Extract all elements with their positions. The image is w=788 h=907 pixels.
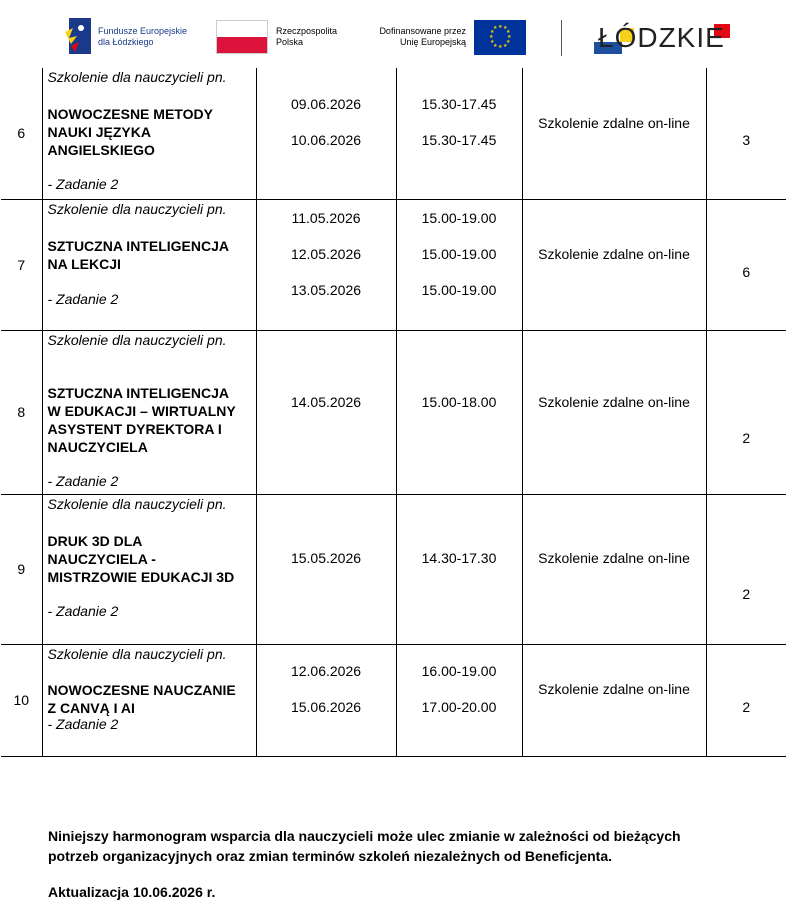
header-logos xyxy=(0,0,788,68)
training-date: 12.06.2026 xyxy=(290,662,362,679)
training-task: - Zadanie 2 xyxy=(47,290,119,307)
training-task: - Zadanie 2 xyxy=(47,602,119,619)
fundusze-europejskie-logo xyxy=(63,14,203,58)
times-cell xyxy=(396,68,522,199)
dates-cell xyxy=(256,644,396,756)
training-time: 16.00-19.00 xyxy=(421,662,497,679)
training-title-line: NAUCZYCIELA xyxy=(47,438,148,455)
table-row xyxy=(1,644,786,756)
training-date: 15.06.2026 xyxy=(290,698,362,715)
hours-cell xyxy=(706,68,786,199)
training-hours: 2 xyxy=(742,585,751,602)
svg-text:★: ★ xyxy=(507,34,512,40)
unia-europejska-logo xyxy=(368,20,528,56)
hours-cell xyxy=(706,199,786,330)
training-time: 15.30-17.45 xyxy=(421,96,497,112)
svg-text:★: ★ xyxy=(493,25,498,31)
training-form: Szkolenie zdalne on-line xyxy=(538,393,690,410)
fe-star-icon xyxy=(63,14,93,58)
row-number: 6 xyxy=(1,68,42,199)
dates-cell xyxy=(256,68,396,199)
training-title-line: ASYSTENT DYREKTORA I xyxy=(47,420,222,437)
training-time: 14.30-17.30 xyxy=(421,549,497,566)
training-prefix: Szkolenie dla nauczycieli pn. xyxy=(47,331,227,348)
training-time: 15.00-19.00 xyxy=(421,209,497,226)
training-title-line: NOWOCZESNE NAUCZANIE xyxy=(47,681,236,698)
training-hours: 3 xyxy=(742,132,751,148)
schedule-note xyxy=(48,826,768,866)
training-form: Szkolenie zdalne on-line xyxy=(538,245,690,262)
training-time: 15.00-19.00 xyxy=(421,281,497,298)
row-number: 9 xyxy=(1,494,42,644)
svg-text:★: ★ xyxy=(498,24,503,30)
training-title-line: NOWOCZESNE METODY xyxy=(47,106,213,122)
svg-text:★: ★ xyxy=(506,29,511,35)
training-prefix: Szkolenie dla nauczycieli pn. xyxy=(47,495,227,512)
note-line: potrzeb organizacyjnych oraz zmian terminów szkoleń niezależnych od Beneficjenta. xyxy=(48,848,613,864)
training-task: - Zadanie 2 xyxy=(47,472,119,489)
svg-text:★: ★ xyxy=(493,43,498,49)
training-date: 10.06.2026 xyxy=(290,132,362,148)
fe-line2: dla Łódzkiego xyxy=(98,37,154,47)
training-date: 15.05.2026 xyxy=(290,549,362,566)
table-row xyxy=(1,494,786,644)
training-title-line: Z CANVĄ I AI xyxy=(47,699,135,716)
row-number: 7 xyxy=(1,199,42,330)
update-date: Aktualizacja 10.06.2026 r. xyxy=(48,884,216,900)
rp-line2: Polska xyxy=(276,37,304,47)
fe-line1: Fundusze Europejskie xyxy=(98,26,188,36)
svg-text:★: ★ xyxy=(506,39,511,45)
training-title-cell xyxy=(42,494,256,644)
table-row xyxy=(1,68,786,199)
times-cell xyxy=(396,644,522,756)
dates-cell xyxy=(256,494,396,644)
training-title-line: NAUCZYCIELA - xyxy=(47,550,156,567)
svg-text:★: ★ xyxy=(489,34,494,40)
training-prefix: Szkolenie dla nauczycieli pn. xyxy=(47,69,227,85)
hours-cell xyxy=(706,494,786,644)
ue-line1: Dofinansowane przez xyxy=(379,26,466,36)
training-prefix: Szkolenie dla nauczycieli pn. xyxy=(47,645,227,662)
form-cell xyxy=(522,199,706,330)
schedule-table xyxy=(1,68,786,757)
training-form: Szkolenie zdalne on-line xyxy=(538,549,690,566)
training-title-line: NA LEKCJI xyxy=(47,255,121,272)
times-cell xyxy=(396,330,522,494)
training-title-line: SZTUCZNA INTELIGENCJA xyxy=(47,384,229,401)
training-time: 17.00-20.00 xyxy=(421,698,497,715)
svg-text:★: ★ xyxy=(498,44,503,50)
hours-cell xyxy=(706,644,786,756)
note-line: Niniejszy harmonogram wsparcia dla nauczycieli może ulec zmianie w zależności od bieżących xyxy=(48,828,681,844)
svg-text:★: ★ xyxy=(503,25,508,31)
training-title-cell xyxy=(42,644,256,756)
training-hours: 2 xyxy=(742,429,751,446)
row-number: 10 xyxy=(1,644,42,756)
training-hours: 6 xyxy=(742,263,751,280)
training-title-cell xyxy=(42,199,256,330)
lodzkie-logo xyxy=(592,18,732,58)
training-title-cell xyxy=(42,330,256,494)
training-time: 15.00-19.00 xyxy=(421,245,497,262)
training-hours: 2 xyxy=(742,698,751,715)
dates-cell xyxy=(256,199,396,330)
svg-text:★: ★ xyxy=(490,39,495,45)
row-number: 8 xyxy=(1,330,42,494)
training-date: 11.05.2026 xyxy=(291,209,361,226)
training-date: 13.05.2026 xyxy=(290,281,362,298)
rp-line1: Rzeczpospolita xyxy=(276,26,338,36)
training-task: - Zadanie 2 xyxy=(47,176,119,192)
training-title-line: W EDUKACJI – WIRTUALNY xyxy=(47,402,236,419)
training-title-line: NAUKI JĘZYKA xyxy=(47,124,151,140)
training-task: - Zadanie 2 xyxy=(47,715,119,732)
lodzkie-wordmark: ŁÓDZKIE xyxy=(598,22,725,53)
poland-flag-icon xyxy=(216,20,268,54)
times-cell xyxy=(396,199,522,330)
hours-cell xyxy=(706,330,786,494)
svg-text:★: ★ xyxy=(503,43,508,49)
training-date: 14.05.2026 xyxy=(290,393,362,410)
rzeczpospolita-polska-logo xyxy=(216,20,356,56)
training-time: 15.30-17.45 xyxy=(421,132,497,148)
training-time: 15.00-18.00 xyxy=(421,393,497,410)
logo-divider xyxy=(561,20,562,56)
eu-flag-icon xyxy=(474,20,526,55)
training-title-cell xyxy=(42,68,256,199)
table-row xyxy=(1,199,786,330)
training-prefix: Szkolenie dla nauczycieli pn. xyxy=(47,200,227,217)
training-date: 12.05.2026 xyxy=(290,245,362,262)
ue-line2: Unię Europejską xyxy=(399,37,466,47)
training-title-line: ANGIELSKIEGO xyxy=(47,142,155,158)
times-cell xyxy=(396,494,522,644)
training-form: Szkolenie zdalne on-line xyxy=(538,680,690,697)
form-cell xyxy=(522,644,706,756)
table-row xyxy=(1,330,786,494)
form-cell xyxy=(522,494,706,644)
training-title-line: DRUK 3D DLA xyxy=(47,532,143,549)
form-cell xyxy=(522,68,706,199)
dates-cell xyxy=(256,330,396,494)
training-title-line: MISTRZOWIE EDUKACJI 3D xyxy=(47,568,235,585)
training-form: Szkolenie zdalne on-line xyxy=(538,115,690,131)
training-date: 09.06.2026 xyxy=(290,96,362,112)
training-title-line: SZTUCZNA INTELIGENCJA xyxy=(47,237,229,254)
form-cell xyxy=(522,330,706,494)
svg-text:★: ★ xyxy=(490,29,495,35)
